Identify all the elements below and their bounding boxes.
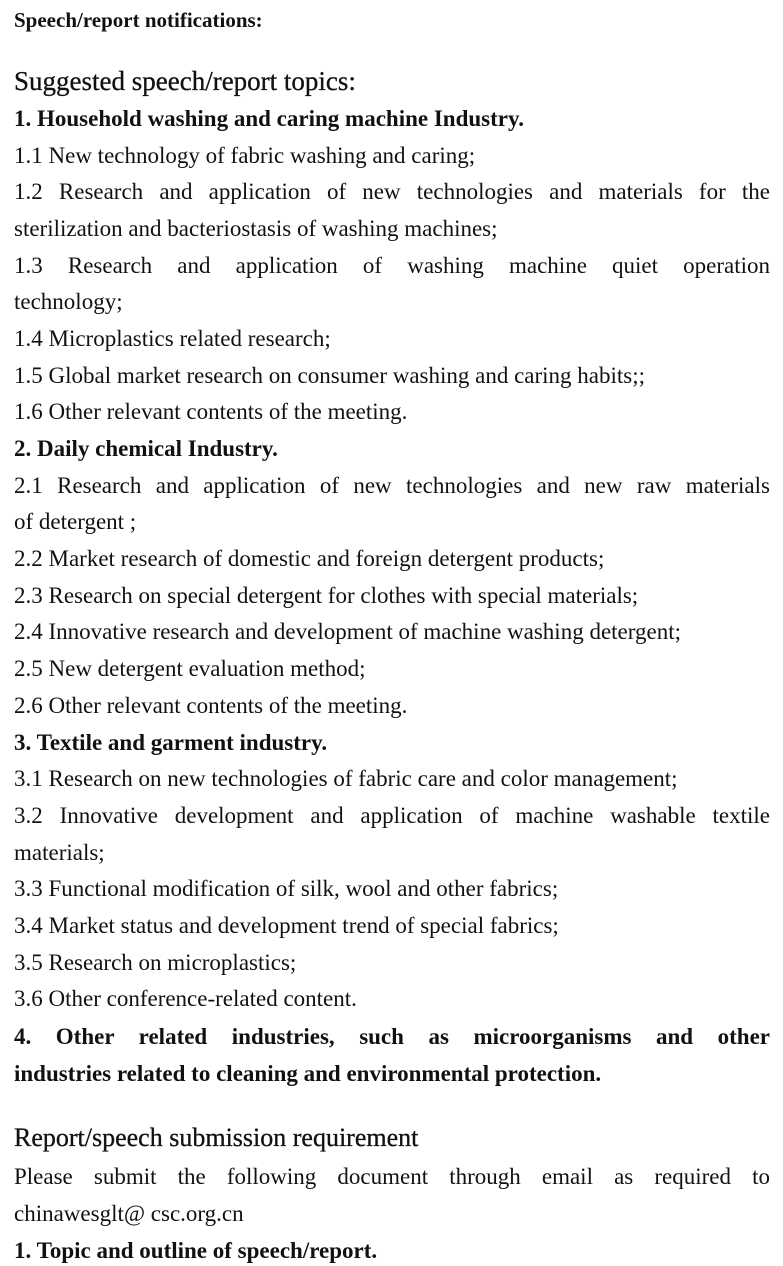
list-item: 2.1 Research and application of new technologies and new raw materials: [14, 473, 770, 498]
section-4-title-continuation: industries related to cleaning and environmental protection.: [14, 1061, 602, 1086]
list-item: 3.4 Market status and development trend of special fabrics;: [14, 913, 559, 938]
section-2-title: 2. Daily chemical Industry.: [14, 436, 278, 461]
list-item: 2.2 Market research of domestic and foreign detergent products;: [14, 546, 605, 571]
section-4-title: 4. Other related industries, such as microorganisms and other: [14, 1024, 770, 1049]
list-item: 3.2 Innovative development and application of machine washable textile: [14, 803, 770, 828]
list-item: 1.3 Research and application of washing machine quiet operation: [14, 253, 770, 278]
list-item: 2.3 Research on special detergent for clothes with special materials;: [14, 583, 639, 608]
submission-item-1: 1. Topic and outline of speech/report.: [14, 1238, 378, 1263]
list-item-continuation: of detergent ;: [14, 509, 137, 534]
list-item: 1.5 Global market research on consumer washing and caring habits;;: [14, 363, 646, 388]
submission-body: Please submit the following document through email as required to: [14, 1164, 770, 1189]
section-3-title: 3. Textile and garment industry.: [14, 730, 328, 755]
list-item: 2.6 Other relevant contents of the meeting.: [14, 693, 408, 718]
submission-heading: Report/speech submission requirement: [14, 1123, 419, 1152]
list-item: 1.1 New technology of fabric washing and caring;: [14, 143, 476, 168]
list-item-continuation: technology;: [14, 289, 123, 314]
list-item: 1.6 Other relevant contents of the meeting.: [14, 399, 408, 424]
list-item: 3.5 Research on microplastics;: [14, 950, 297, 975]
list-item: 1.4 Microplastics related research;: [14, 326, 331, 351]
section-1-title: 1. Household washing and caring machine Industry.: [14, 106, 524, 131]
topics-heading: Suggested speech/report topics:: [14, 66, 356, 96]
list-item: 3.3 Functional modification of silk, wool and other fabrics;: [14, 876, 559, 901]
notifications-heading: Speech/report notifications:: [14, 8, 263, 32]
list-item: 2.5 New detergent evaluation method;: [14, 656, 366, 681]
list-item: 3.1 Research on new technologies of fabric care and color management;: [14, 766, 678, 791]
list-item-continuation: sterilization and bacteriostasis of washing machines;: [14, 216, 498, 241]
list-item: 3.6 Other conference-related content.: [14, 986, 357, 1011]
list-item-continuation: materials;: [14, 840, 105, 865]
list-item: 1.2 Research and application of new technologies and materials for the: [14, 179, 770, 204]
list-item: 2.4 Innovative research and development of machine washing detergent;: [14, 619, 681, 644]
submission-email: chinawesglt@ csc.org.cn: [14, 1201, 244, 1226]
